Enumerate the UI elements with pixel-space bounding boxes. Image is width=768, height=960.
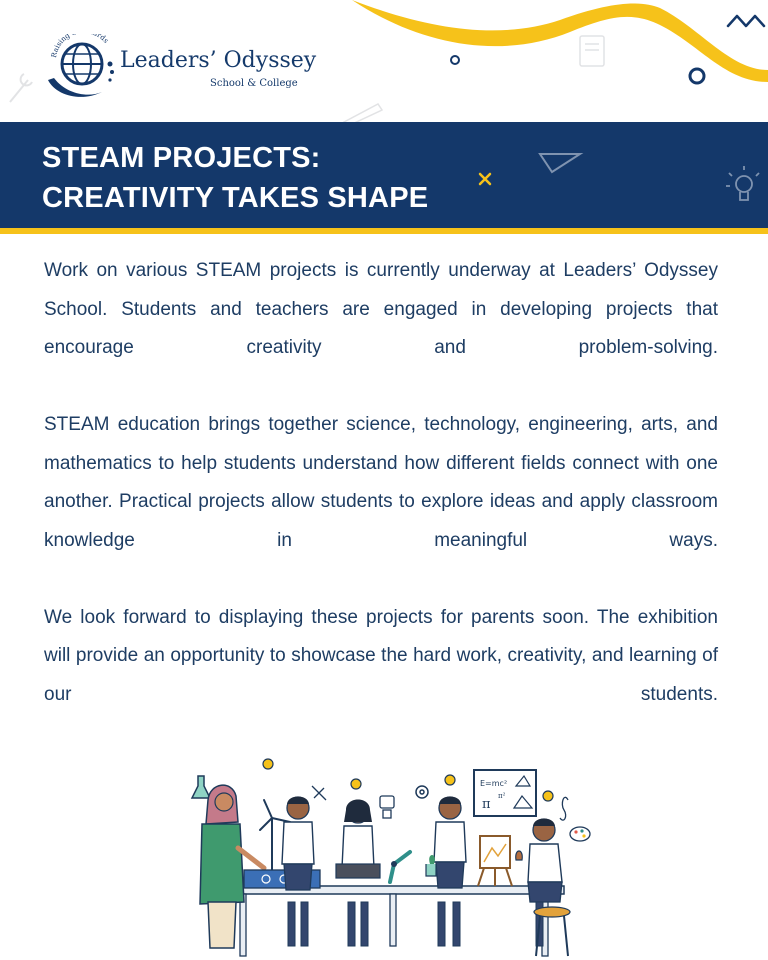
school-subtitle: School & College xyxy=(210,78,298,89)
x-mark-icon xyxy=(480,174,490,184)
board-formula: E=mc² xyxy=(480,779,508,788)
robot-icon xyxy=(380,796,394,818)
flask-icon xyxy=(192,776,210,798)
globe-logo-icon xyxy=(44,34,120,104)
palette-icon xyxy=(570,827,590,841)
paragraph-1: Work on various STEAM projects is currently underway at Leaders’ Odyssey School. Students and teachers are engaged in developing projects that encourage creativity and problem-solving. xyxy=(44,260,718,358)
wrench-icon xyxy=(10,74,32,102)
math-whiteboard xyxy=(474,770,536,816)
school-name: Leaders’ Odyssey xyxy=(120,48,317,73)
title-line-2: CREATIVITY TAKES SHAPE xyxy=(42,182,429,214)
navy-ring xyxy=(690,69,704,83)
easel-painting xyxy=(478,836,512,886)
student-boy-1 xyxy=(282,797,314,947)
small-ring xyxy=(451,56,459,64)
title-line-1: STEAM PROJECTS: xyxy=(42,142,321,174)
header-area xyxy=(0,0,768,122)
page-title xyxy=(42,138,428,218)
satellite-icon xyxy=(312,786,326,800)
board-symbol: π xyxy=(482,797,491,812)
lightbulb-icon xyxy=(726,166,759,200)
gear-icon xyxy=(416,786,428,798)
student-boy-2 xyxy=(426,797,466,947)
banner-accent-stripe xyxy=(0,228,768,234)
work-table xyxy=(224,886,564,956)
logo-tagline: Raising rds xyxy=(49,34,110,59)
yellow-swoosh xyxy=(352,0,768,82)
wave-squiggle-icon xyxy=(728,16,764,26)
paragraph-3: We look forward to displaying these projects for parents soon. The exhibition will provide an opportunity to showcase the hard work, creativity, and learning of our students. xyxy=(44,606,718,705)
paragraph-2: STEAM education brings together science, technology, engineering, arts, and mathematics to help students understand how different fields connect with one another. Practical projects allow students to explore ideas and apply classroom knowledge in meaningful ways. xyxy=(44,414,718,551)
ruler-triangle-icon xyxy=(540,154,580,172)
article-body xyxy=(44,252,718,753)
school-logo[interactable] xyxy=(44,34,317,104)
student-girl xyxy=(336,800,380,947)
steam-classroom-illustration xyxy=(180,752,600,960)
integral-symbol xyxy=(560,797,568,820)
teacher-figure xyxy=(200,785,264,948)
robotic-arm-model xyxy=(390,852,410,882)
notebook-icon xyxy=(580,36,604,66)
pencil-icon xyxy=(344,104,382,122)
board-symbol-squared: π² xyxy=(498,792,506,800)
